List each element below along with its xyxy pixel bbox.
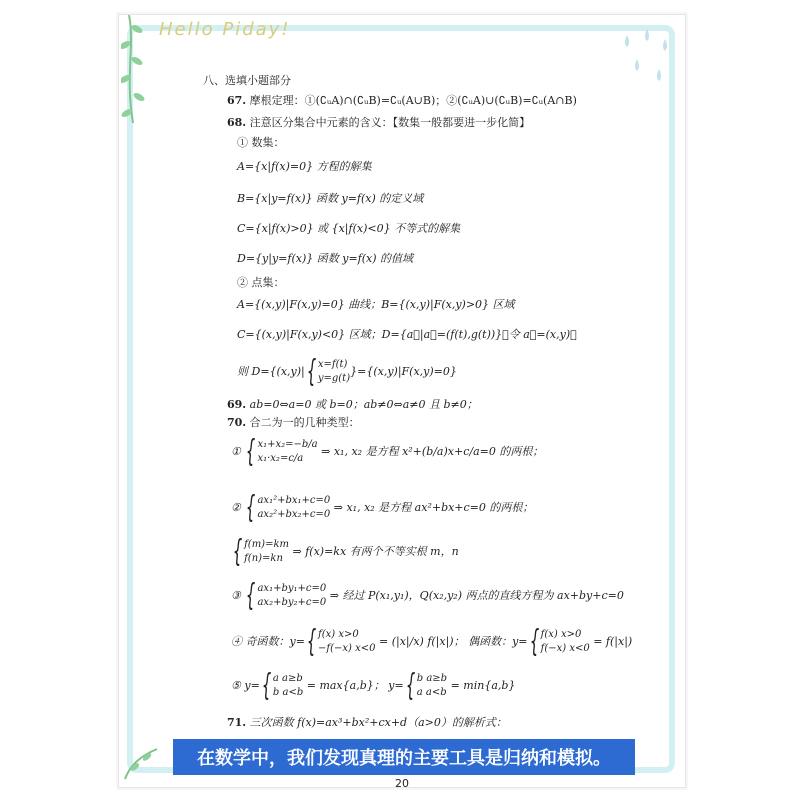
set-d-formula: D={y|y=f(x)} 函数 y=f(x) 的值域: [237, 252, 414, 265]
system-row: a a<b: [416, 687, 447, 698]
item-text: 摩根定理：①(∁ᵤA)∩(∁ᵤB)=∁ᵤ(A∪B)；②(∁ᵤA)∪(∁ᵤB)=∁ᵤ(A∩B): [249, 94, 577, 107]
item-text: 三次函数 f(x)=ax³+bx²+cx+d（a>0）的解析式：: [249, 716, 507, 729]
set-a-formula: A={x|f(x)=0} 方程的解集: [237, 160, 372, 173]
formula-prefix: y=: [388, 679, 404, 692]
left-brace-icon: {: [246, 490, 256, 525]
page-number: 20: [395, 777, 409, 788]
system-row: ax₂²+bx₂+c=0: [257, 509, 331, 520]
formula-prefix: y=: [244, 679, 260, 692]
circled-number: ③: [231, 589, 241, 602]
item-text: 合二为一的几种类型：: [249, 416, 360, 429]
system-row: ax₁²+bx₁+c=0: [257, 495, 331, 506]
type-2b-formula: [231, 534, 459, 569]
system-row: ax₂+by₂+c=0: [257, 597, 327, 608]
type-1-formula: [231, 434, 544, 469]
formula-tail: = (|x|/x) f(|x|)；: [379, 635, 465, 648]
formula-tail: = max{a,b}；: [306, 679, 385, 692]
formula-tail: = f(|x|): [593, 635, 633, 648]
system-row: f(n)=kn: [244, 553, 283, 564]
point-set-heading: ② 点集：: [237, 276, 285, 289]
formula-tail: ⇒ f(x)=kx 有两个不等实根 m，n: [292, 545, 459, 558]
item-number: 67.: [227, 94, 247, 107]
system-row: x₁+x₂=−b/a: [257, 439, 318, 450]
system-row: x₁·x₂=c/a: [257, 453, 304, 464]
equation-system: [318, 358, 350, 386]
equation-system: [257, 438, 317, 466]
point-set-a-b: A={(x,y)|F(x,y)=0} 曲线；B={(x,y)|F(x,y)>0} 区域: [237, 298, 515, 311]
system-row: y=g(t): [317, 373, 351, 384]
system-row: f(x) x>0: [318, 629, 359, 640]
circled-number: ⑤: [231, 679, 241, 692]
item-number: 68.: [227, 116, 247, 129]
system-row: x=f(t): [317, 359, 348, 370]
number-set-heading: ① 数集：: [237, 136, 285, 149]
equation-system: [541, 628, 590, 656]
left-brace-icon: {: [306, 354, 317, 389]
section-title: 八、选填小题部分: [203, 74, 291, 87]
type-3-formula: [231, 578, 624, 613]
item-number: 69.: [227, 398, 247, 411]
equation-system: [244, 538, 289, 566]
left-brace-icon: {: [246, 578, 256, 613]
formula-suffix: }={(x,y)|F(x,y)=0}: [350, 365, 457, 378]
odd-function-label: 奇函数：y=: [245, 635, 305, 648]
item-69: [227, 397, 478, 413]
system-row: a a≥b: [272, 673, 303, 684]
system-row: f(m)=km: [244, 539, 290, 550]
left-brace-icon: {: [306, 624, 317, 659]
item-68: [227, 115, 530, 131]
circled-number: ④: [231, 635, 242, 648]
formula-prefix: 则 D={(x,y)|: [237, 365, 305, 378]
even-function-label: 偶函数：y=: [468, 635, 528, 648]
quote-banner: 在数学中，我们发现真理的主要工具是归纳和模拟。: [173, 739, 635, 775]
equation-system: [273, 672, 303, 700]
item-number: 71.: [227, 716, 247, 729]
point-set-d-expansion: [237, 354, 457, 389]
type-2-formula: [231, 490, 534, 525]
left-brace-icon: {: [246, 434, 256, 469]
item-text: ab=0⇔a=0 或 b=0；ab≠0⇔a≠0 且 b≠0；: [249, 398, 478, 411]
equation-system: [257, 582, 326, 610]
left-brace-icon: {: [232, 534, 243, 569]
left-brace-icon: {: [529, 624, 539, 659]
type-4-formula: [231, 624, 633, 659]
formula-tail: ⇒ 经过 P(x₁,y₁)，Q(x₂,y₂) 两点的直线方程为 ax+by+c=0: [329, 589, 624, 602]
equation-system: [257, 494, 330, 522]
formula-tail: = min{a,b}: [450, 679, 516, 692]
system-row: b a≥b: [416, 673, 448, 684]
set-c-formula: C={x|f(x)>0} 或 {x|f(x)<0} 不等式的解集: [237, 222, 461, 235]
item-text: 注意区分集合中元素的含义：【数集一般都要进一步化简】: [249, 116, 531, 129]
item-71: [227, 715, 507, 731]
formula-tail: ⇒ x₁, x₂ 是方程 ax²+bx+c=0 的两根；: [333, 501, 534, 514]
formula-tail: ⇒ x₁, x₂ 是方程 x²+(b/a)x+c/a=0 的两根；: [321, 445, 544, 458]
system-row: b a<b: [272, 687, 304, 698]
left-brace-icon: {: [405, 668, 415, 703]
circled-number: ②: [231, 501, 241, 514]
item-number: 70.: [227, 416, 247, 429]
point-set-c-d: C={(x,y)|F(x,y)<0} 区域；D={a⃗|a⃗=(f(t),g(t))}，令 a⃗=(x,y)，: [237, 328, 577, 341]
system-row: f(x) x>0: [540, 629, 582, 640]
circled-number: ①: [231, 445, 241, 458]
equation-system: [417, 672, 447, 700]
set-b-formula: B={x|y=f(x)} 函数 y=f(x) 的定义域: [237, 192, 424, 205]
item-67: [227, 93, 577, 109]
item-70: [227, 415, 360, 431]
page-content: [119, 15, 685, 787]
left-brace-icon: {: [261, 668, 272, 703]
header-hello-text: Hello Piday!: [159, 19, 291, 40]
document-page: [118, 14, 686, 788]
system-row: f(−x) x<0: [540, 643, 590, 654]
system-row: ax₁+by₁+c=0: [257, 583, 327, 594]
equation-system: [318, 628, 375, 656]
system-row: −f(−x) x<0: [318, 643, 376, 654]
type-5-formula: [231, 668, 516, 703]
